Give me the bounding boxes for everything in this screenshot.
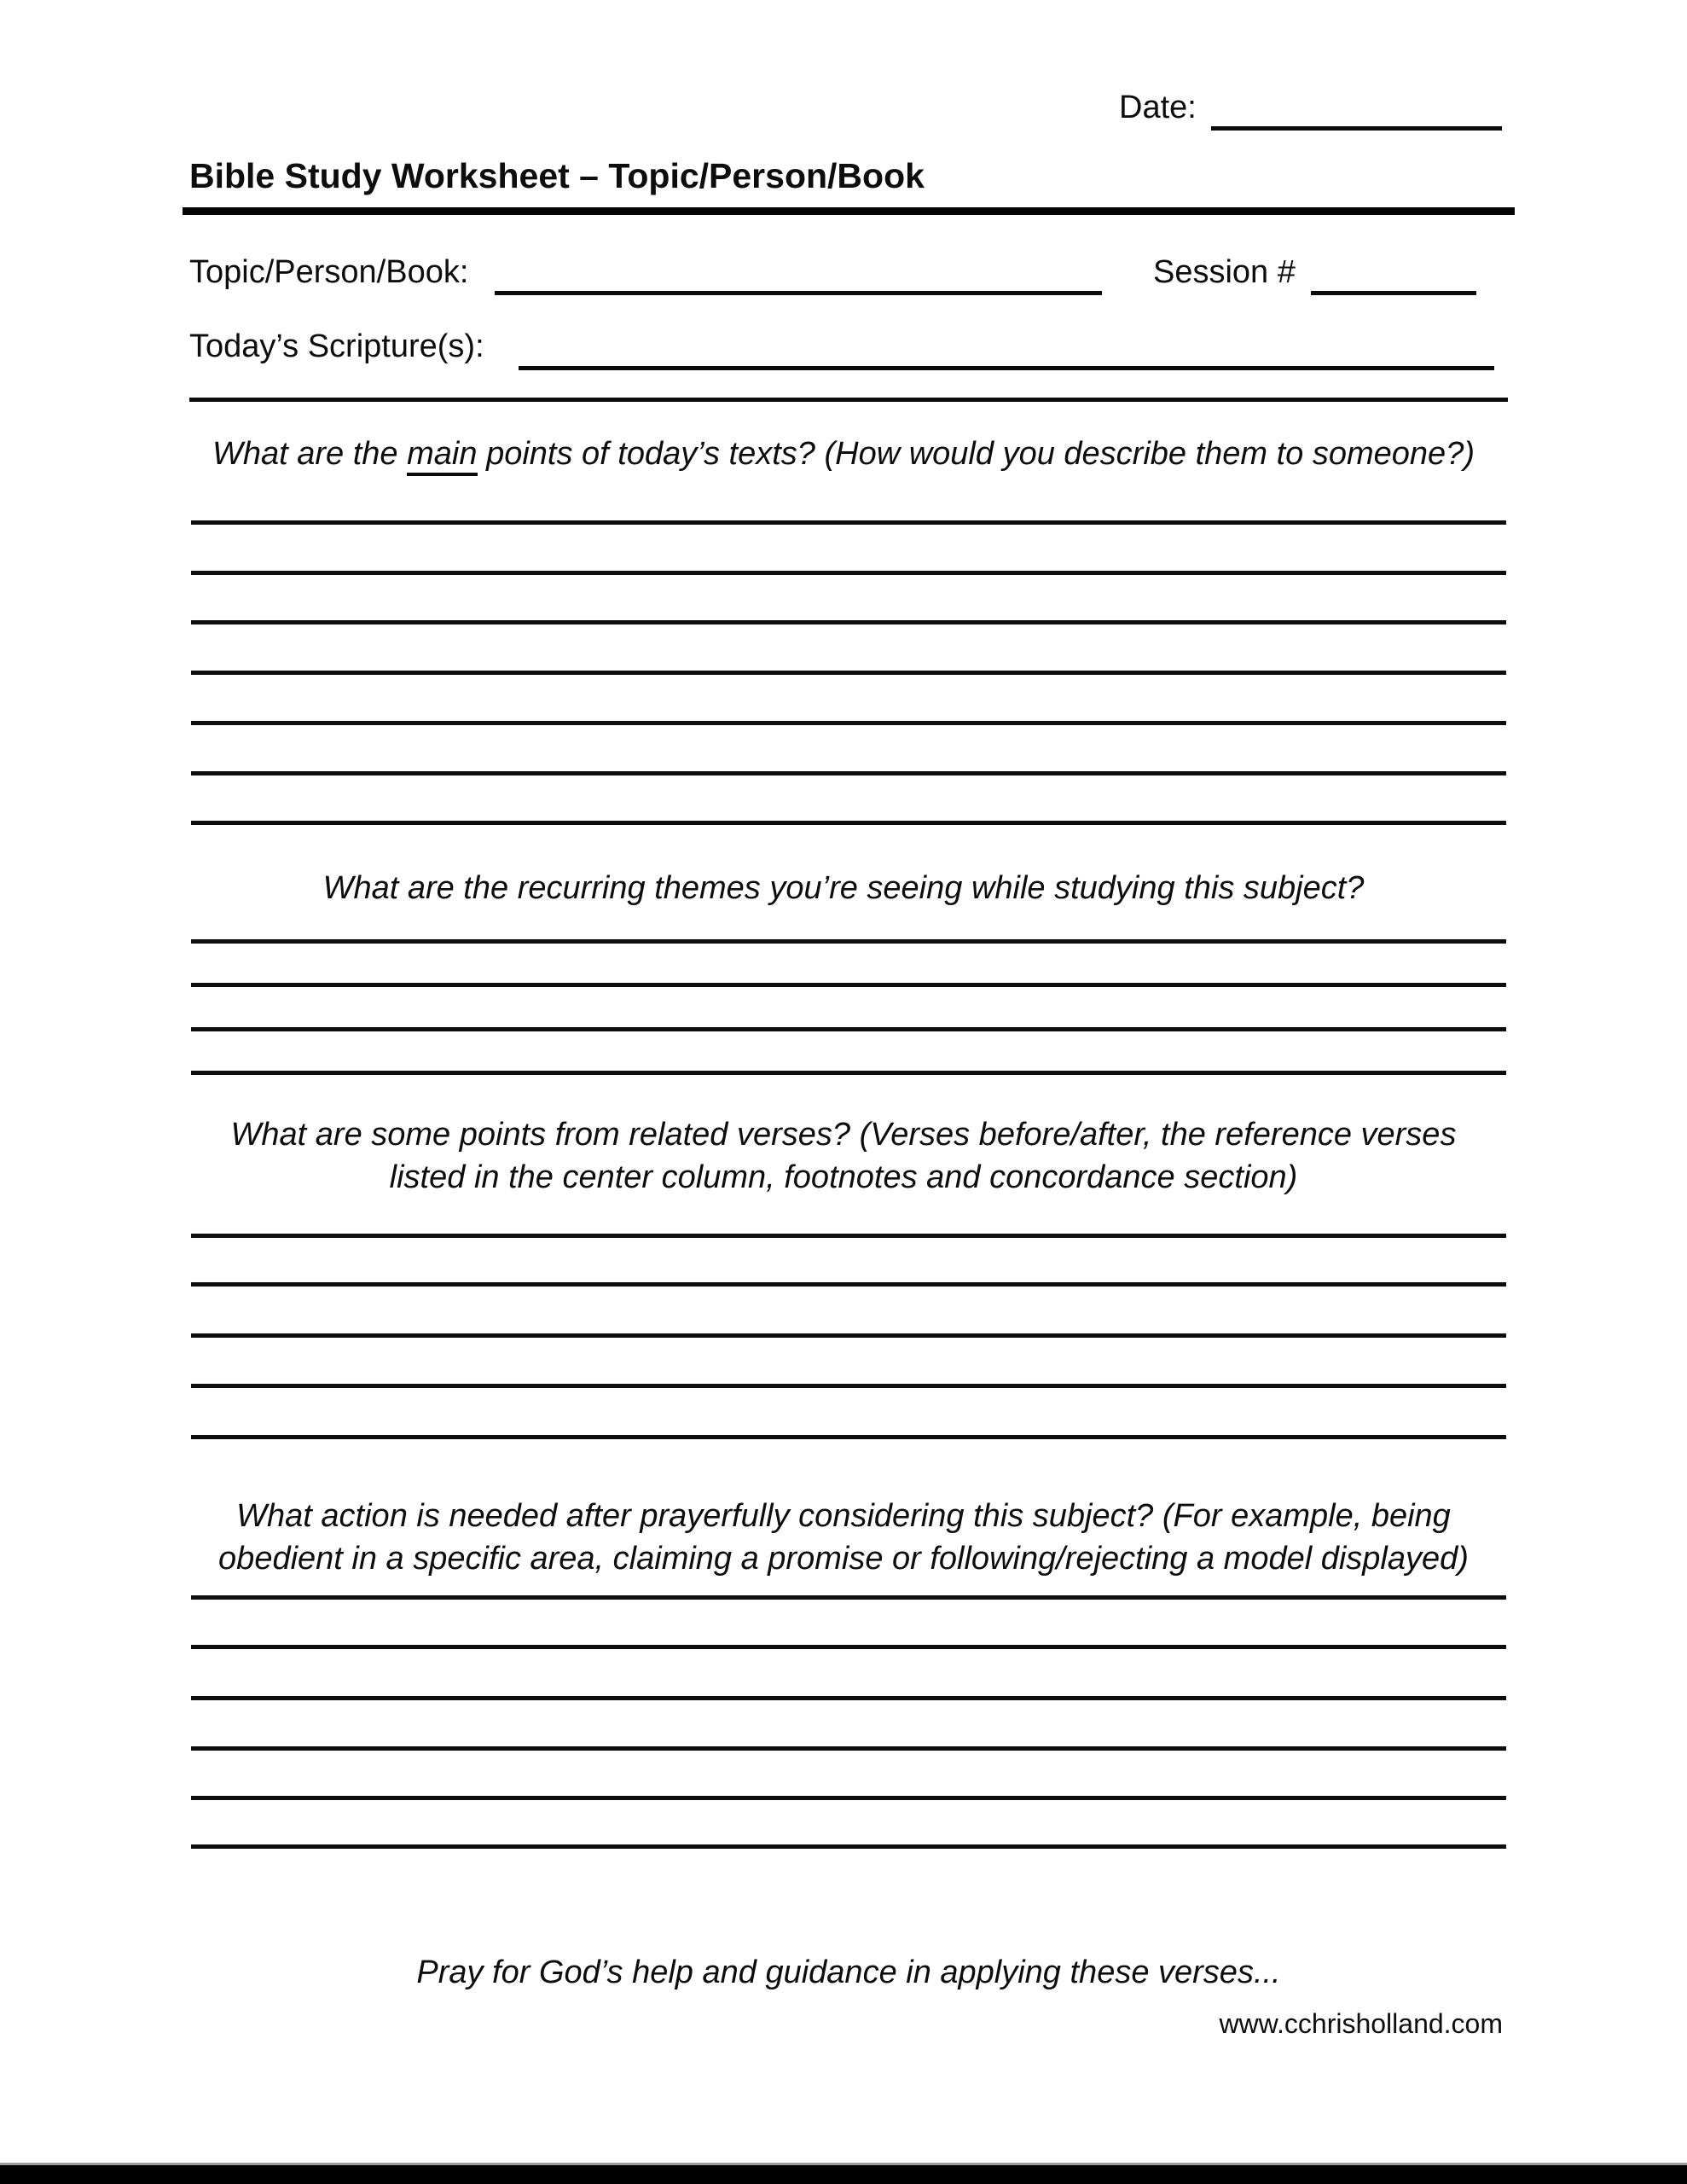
answer-line	[191, 1234, 1506, 1238]
answer-line	[191, 821, 1506, 825]
prayer-note: Pray for God’s help and guidance in applying these verses...	[416, 1955, 1281, 1990]
website-credit: www.cchrisholland.com	[1219, 2008, 1503, 2039]
answer-line	[191, 671, 1506, 675]
answer-line	[191, 620, 1506, 624]
answer-line	[191, 1027, 1506, 1031]
section-separator	[189, 398, 1508, 402]
answer-line	[191, 1071, 1506, 1075]
answer-line	[191, 1282, 1506, 1287]
scripture-label: Today’s Scripture(s):	[189, 328, 484, 364]
session-field-blank	[1311, 291, 1476, 295]
answer-line	[191, 1746, 1506, 1751]
answer-line	[191, 1333, 1506, 1338]
answer-line	[191, 939, 1506, 944]
answer-line	[191, 771, 1506, 775]
page-title: Bible Study Worksheet – Topic/Person/Book	[189, 156, 925, 195]
date-field-blank	[1211, 126, 1502, 131]
question-main-points-pre: What are the	[212, 436, 408, 472]
answer-line	[191, 1435, 1506, 1439]
title-rule	[183, 207, 1515, 215]
page-bottom-bar	[0, 2163, 1687, 2184]
question-action-needed-line2: obedient in a specific area, claiming a promise or following/rejecting a model displayed)	[218, 1541, 1469, 1577]
session-label: Session #	[1153, 254, 1296, 290]
answer-line	[191, 1384, 1506, 1388]
topic-field-blank	[495, 291, 1102, 295]
question-main-points	[162, 433, 1525, 475]
question-related-verses-line2: listed in the center column, footnotes and concordance section)	[389, 1159, 1298, 1195]
answer-line	[191, 1844, 1506, 1849]
answer-line	[191, 520, 1506, 525]
answer-line	[191, 983, 1506, 987]
answer-line	[191, 1796, 1506, 1800]
answer-line	[191, 1696, 1506, 1700]
question-related-verses	[162, 1113, 1525, 1199]
answer-line	[191, 721, 1506, 725]
answer-line	[191, 571, 1506, 575]
topic-label: Topic/Person/Book:	[189, 254, 469, 290]
answer-line	[191, 1595, 1506, 1600]
question-related-verses-line1: What are some points from related verses? (Verses before/after, the reference verses	[230, 1117, 1457, 1153]
date-label: Date:	[1119, 90, 1197, 125]
question-action-needed	[162, 1495, 1525, 1580]
scripture-field-blank	[519, 366, 1494, 370]
answer-line	[191, 1645, 1506, 1649]
question-action-needed-line1: What action is needed after prayerfully considering this subject? (For example, being	[236, 1498, 1451, 1534]
question-recurring-themes: What are the recurring themes you’re seeing while studying this subject?	[322, 870, 1365, 906]
question-main-points-emphasis: main	[407, 436, 477, 476]
question-main-points-post: points of today’s texts? (How would you describe them to someone?)	[477, 436, 1475, 472]
